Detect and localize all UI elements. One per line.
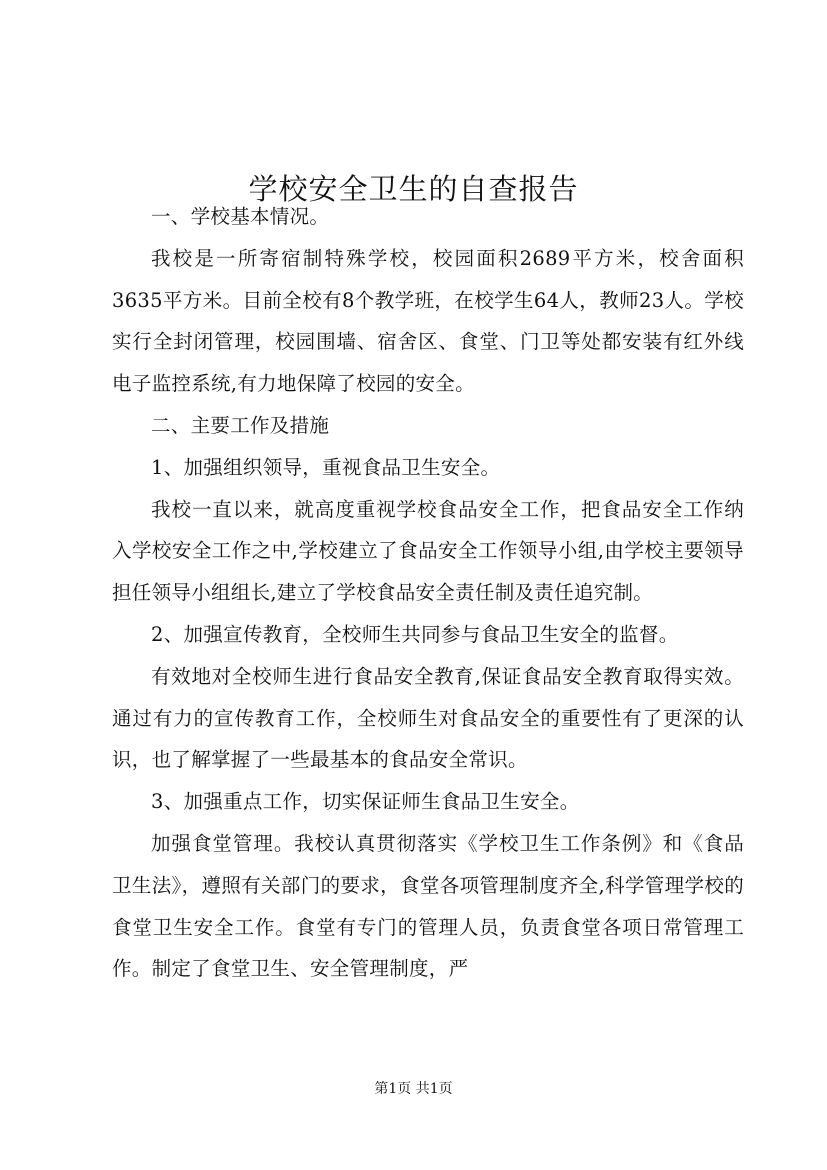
page-footer: 第1页 共1页 (374, 1081, 453, 1097)
section-heading-basic-info: 一、学校基本情况。 (151, 205, 330, 228)
paragraph-education: 有效地对全校师生进行食品安全教育,保证食品安全教育取得实效。通过有力的宣传教育工作，全校师生对食品安全的重要性有了更深的认识，也了解掌握了一些最基本的食品安全常识。 (112, 664, 744, 772)
paragraph-organization: 我校一直以来，就高度重视学校食品安全工作，把食品安全工作纳入学校安全工作之中,学校建立了食品安全工作领导小组,由学校主要领导担任领导小组组长,建立了学校食品安全责任制及责任追究制。 (112, 497, 744, 605)
paragraph-canteen-management: 加强食堂管理。我校认真贯彻落实《学校卫生工作条例》和《食品卫生法》，遵照有关部门的要求，食堂各项管理制度齐全,科学管理学校的食堂卫生安全工作。食堂有专门的管理人员，负责食堂各项日常管理工作。制定了食堂卫生、安全管理制度，严 (112, 831, 744, 981)
subheading-education: 2、加强宣传教育，全校师生共同参与食品卫生安全的监督。 (151, 622, 679, 646)
subheading-organization: 1、加强组织领导，重视食品卫生安全。 (151, 455, 501, 479)
section-heading-main-work: 二、主要工作及措施 (151, 413, 330, 437)
document-title: 学校安全卫生的自查报告 (248, 172, 579, 207)
paragraph-school-overview: 我校是一所寄宿制特殊学校，校园面积2689平方米，校舍面积3635平方米。目前全校有8个教学班，在校学生64人，教师23人。学校实行全封闭管理，校园围墙、宿舍区、食堂、门卫等处都安装有红外线电子监控系统,有力地保障了校园的安全。 (112, 246, 744, 396)
subheading-key-work: 3、加强重点工作，切实保证师生食品卫生安全。 (151, 790, 580, 814)
document-body (112, 196, 744, 990)
